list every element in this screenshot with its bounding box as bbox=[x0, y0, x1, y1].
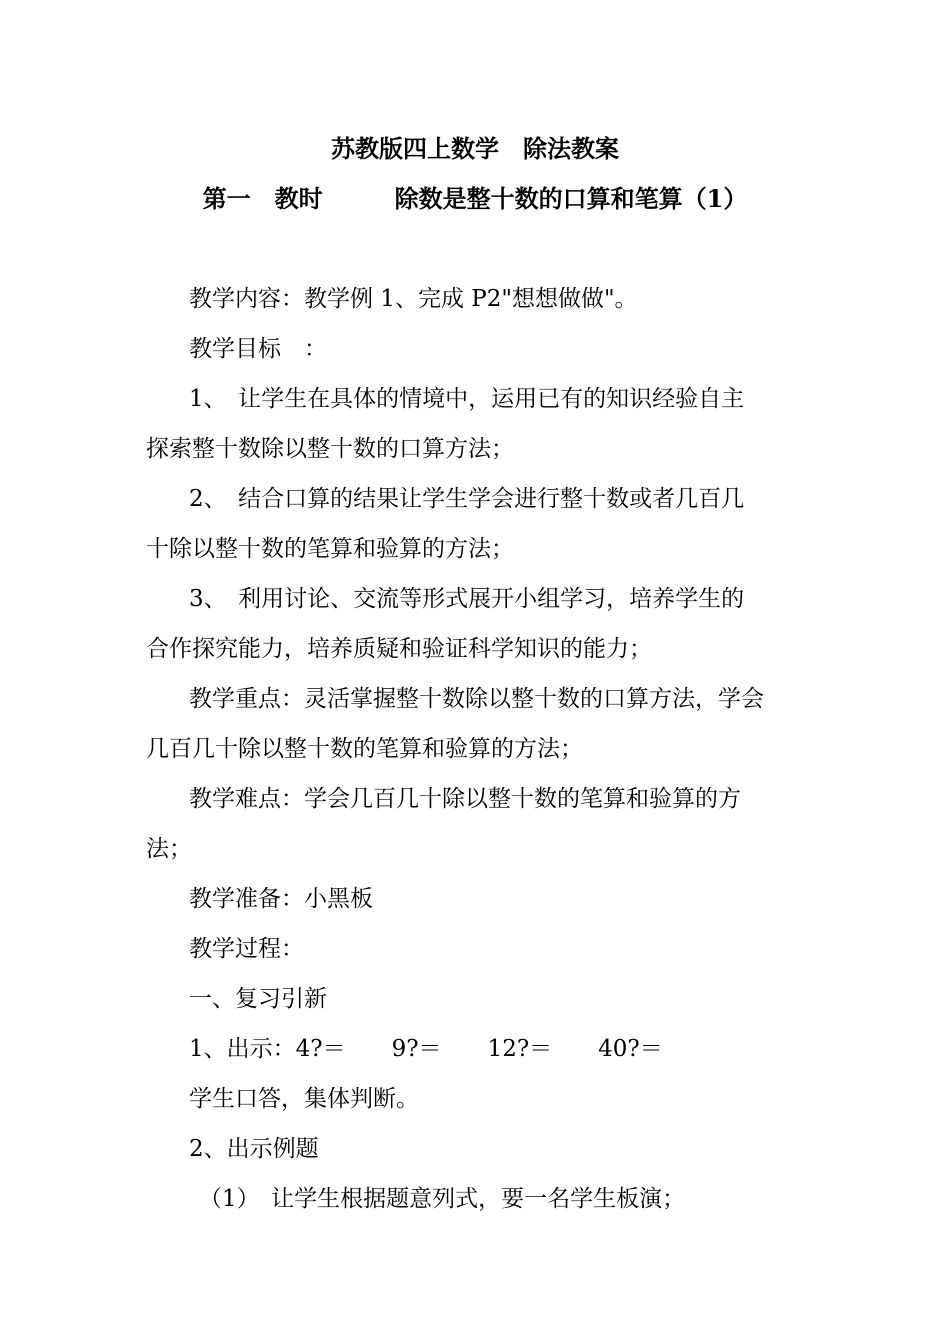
student-answer-note: 学生口答，集体判断。 bbox=[189, 1086, 419, 1112]
teaching-preparation: 教学准备：小黑板 bbox=[189, 886, 373, 912]
goal-3-line-2: 合作探究能力，培养质疑和验证科学知识的能力； bbox=[146, 636, 652, 662]
goal-3-line-1: 3、 利用讨论、交流等形式展开小组学习，培养学生的 bbox=[189, 586, 745, 612]
difficulties-line-1: 教学难点：学会几百几十除以整十数的笔算和验算的方 bbox=[189, 786, 741, 812]
section-review-heading: 一、复习引新 bbox=[189, 986, 327, 1012]
example-step-1: （1） 让学生根据题意列式，要一名学生板演； bbox=[199, 1186, 686, 1212]
review-exercises: 1、出示：4?＝ 9?＝ 12?＝ 40?＝ bbox=[189, 1036, 663, 1062]
goal-2-line-2: 十除以整十数的笔算和验算的方法； bbox=[146, 536, 514, 562]
example-heading: 2、出示例题 bbox=[189, 1136, 319, 1162]
teaching-content: 教学内容：教学例 1、完成 P2"想想做做"。 bbox=[189, 286, 638, 312]
teaching-process-heading: 教学过程： bbox=[189, 936, 304, 962]
document-title: 苏教版四上数学 除法教案 bbox=[331, 134, 619, 163]
key-points-line-2: 几百几十除以整十数的笔算和验算的方法； bbox=[146, 736, 583, 762]
goal-1-line-1: 1、 让学生在具体的情境中，运用已有的知识经验自主 bbox=[189, 386, 745, 412]
key-points-line-1: 教学重点：灵活掌握整十数除以整十数的口算方法，学会 bbox=[189, 686, 764, 712]
teaching-goals-heading: 教学目标 ： bbox=[189, 336, 327, 362]
lesson-subtitle: 第一 教时 除数是整十数的口算和笔算（1） bbox=[202, 184, 748, 213]
difficulties-line-2: 法； bbox=[146, 836, 192, 862]
goal-2-line-1: 2、 结合口算的结果让学生学会进行整十数或者几百几 bbox=[189, 486, 745, 512]
goal-1-line-2: 探索整十数除以整十数的口算方法； bbox=[146, 436, 514, 462]
